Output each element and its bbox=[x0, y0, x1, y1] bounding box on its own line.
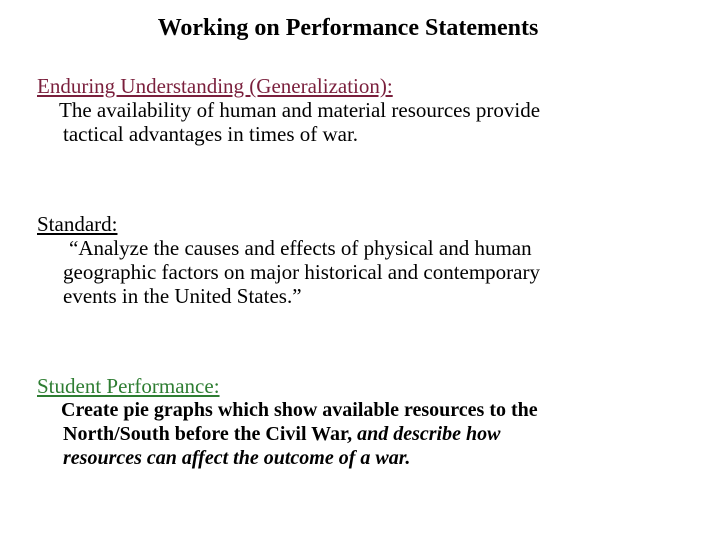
performance-line-2-plain: North/South before the Civil War, bbox=[63, 423, 358, 445]
performance-line-2 bbox=[63, 422, 677, 446]
standard-heading: Standard: bbox=[37, 212, 118, 236]
enduring-understanding-section bbox=[37, 74, 677, 146]
student-performance-section bbox=[37, 374, 677, 470]
standard-line-1: “Analyze the causes and effects of physical and human bbox=[69, 236, 532, 260]
standard-line-2: geographic factors on major historical and contemporary bbox=[63, 260, 540, 284]
standard-line-3: events in the United States.” bbox=[63, 284, 302, 308]
page-title: Working on Performance Statements bbox=[157, 15, 539, 41]
performance-line-2-italic: and describe how bbox=[357, 423, 501, 445]
enduring-understanding-heading: Enduring Understanding (Generalization): bbox=[37, 74, 393, 98]
standard-text bbox=[37, 236, 677, 308]
performance-line-1: Create pie graphs which show available resources to the bbox=[61, 399, 538, 421]
student-performance-heading: Student Performance: bbox=[37, 374, 220, 398]
enduring-line-2: tactical advantages in times of war. bbox=[63, 122, 359, 146]
enduring-line-1: The availability of human and material resources provide bbox=[59, 98, 541, 122]
standard-section bbox=[37, 212, 677, 308]
performance-line-3: resources can affect the outcome of a war. bbox=[63, 447, 411, 469]
student-performance-text bbox=[37, 398, 677, 470]
enduring-understanding-text bbox=[37, 98, 677, 146]
